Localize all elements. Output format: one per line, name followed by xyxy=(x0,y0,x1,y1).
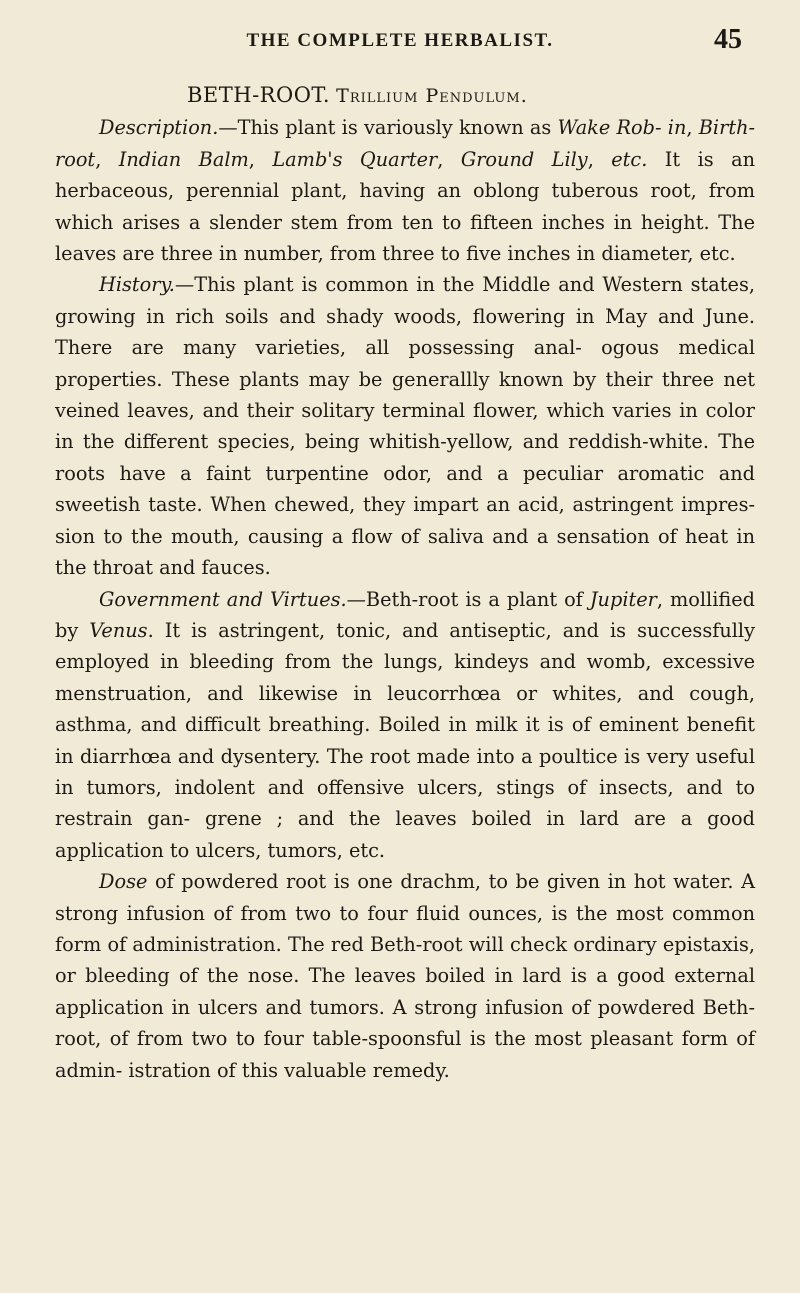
description-text: It is an herbaceous, perennial plant, having an oblong tuberous root, from which arises a slender stem from ten to fifteen inches in height. The leaves are three in number, from three to five inches in diameter, etc. xyxy=(55,147,756,266)
sep-5: , xyxy=(587,147,612,171)
government-text-2: , mollified by xyxy=(55,587,756,642)
planet-jupiter: Jupiter xyxy=(589,587,657,611)
synonym-wake-robin: Wake Rob- in xyxy=(557,116,687,140)
government-paragraph xyxy=(55,584,755,867)
history-paragraph xyxy=(55,269,755,583)
description-label: Description. xyxy=(99,116,219,140)
history-label: History. xyxy=(99,273,175,297)
sep-2: , xyxy=(95,147,119,171)
page-number: 45 xyxy=(714,24,742,55)
government-text-3: . It is astringent, tonic, and antiseptic, and is successfully employed in bleeding from the lungs, kindeys and womb, excessive menstruation, and likewise in leucorrhœa or whites, and cough, asthma, and difficult breathing. Boiled in milk it is of eminent benefit in diarrhœa and dysentery. The root made into a poultice is very useful in tumors, indolent and offensive ulcers, stings of insects, and to restrain gan- grene ; and the leaves boiled in lard are a good application to ulcers, tumors, etc. xyxy=(55,618,755,862)
entry-heading xyxy=(55,80,755,112)
government-text-1: —Beth-root is a plant of xyxy=(346,587,590,611)
synonym-indian-balm: Indian Balm xyxy=(118,147,249,171)
running-head xyxy=(50,24,750,60)
entry-common-name: BETH-ROOT. xyxy=(187,83,331,107)
running-title: THE COMPLETE HERBALIST. xyxy=(246,30,554,51)
dose-text: of powdered root is one drachm, to be given in hot water. A strong infusion of from two to four fluid ounces, is the most common form of administration. The red Beth-root will check ordinary epistaxis, or bleeding of the nose. The leaves boiled in lard is a good external application in ulcers and tumors. A strong infusion of powdered Beth-root, of from two to four table-spoonsful is the most pleasant form of admin- istration of this valuable remedy. xyxy=(55,870,755,1082)
sep-1: , xyxy=(686,116,699,140)
synonym-birth-root: Birth-root xyxy=(55,116,755,171)
synonym-ground-lily: Ground Lily xyxy=(460,147,588,171)
history-text: —This plant is common in the Middle and Western states, growing in rich soils and shady woods, flowering in May and June. There are many varieties, all possessing anal- ogous medical properties. These plants may be generallly known by their three net veined leaves, and their solitary terminal flower, which varies in color in the different species, being whitish-yellow, and reddish-white. The roots have a faint turpentine odor, and a peculiar aromatic and sweetish taste. When chewed, they impart an acid, astringent impres- sion to the mouth, causing a flow of saliva and a sensation of heat in the throat and fauces. xyxy=(55,273,755,580)
sep-3: , xyxy=(248,147,273,171)
dose-label: Dose xyxy=(99,870,148,894)
planet-venus: Venus xyxy=(89,618,148,642)
dose-paragraph xyxy=(55,866,755,1086)
government-label: Government and Virtues. xyxy=(99,587,347,611)
description-intro: —This plant is variously known as xyxy=(218,116,558,140)
description-paragraph xyxy=(55,112,755,269)
entry-latin-name: Trillium Pendulum. xyxy=(336,85,528,107)
synonym-lambs-quarter: Lamb's Quarter xyxy=(272,147,438,171)
sep-4: , xyxy=(437,147,461,171)
synonym-etc: etc. xyxy=(611,147,648,171)
page-body xyxy=(55,80,755,1086)
